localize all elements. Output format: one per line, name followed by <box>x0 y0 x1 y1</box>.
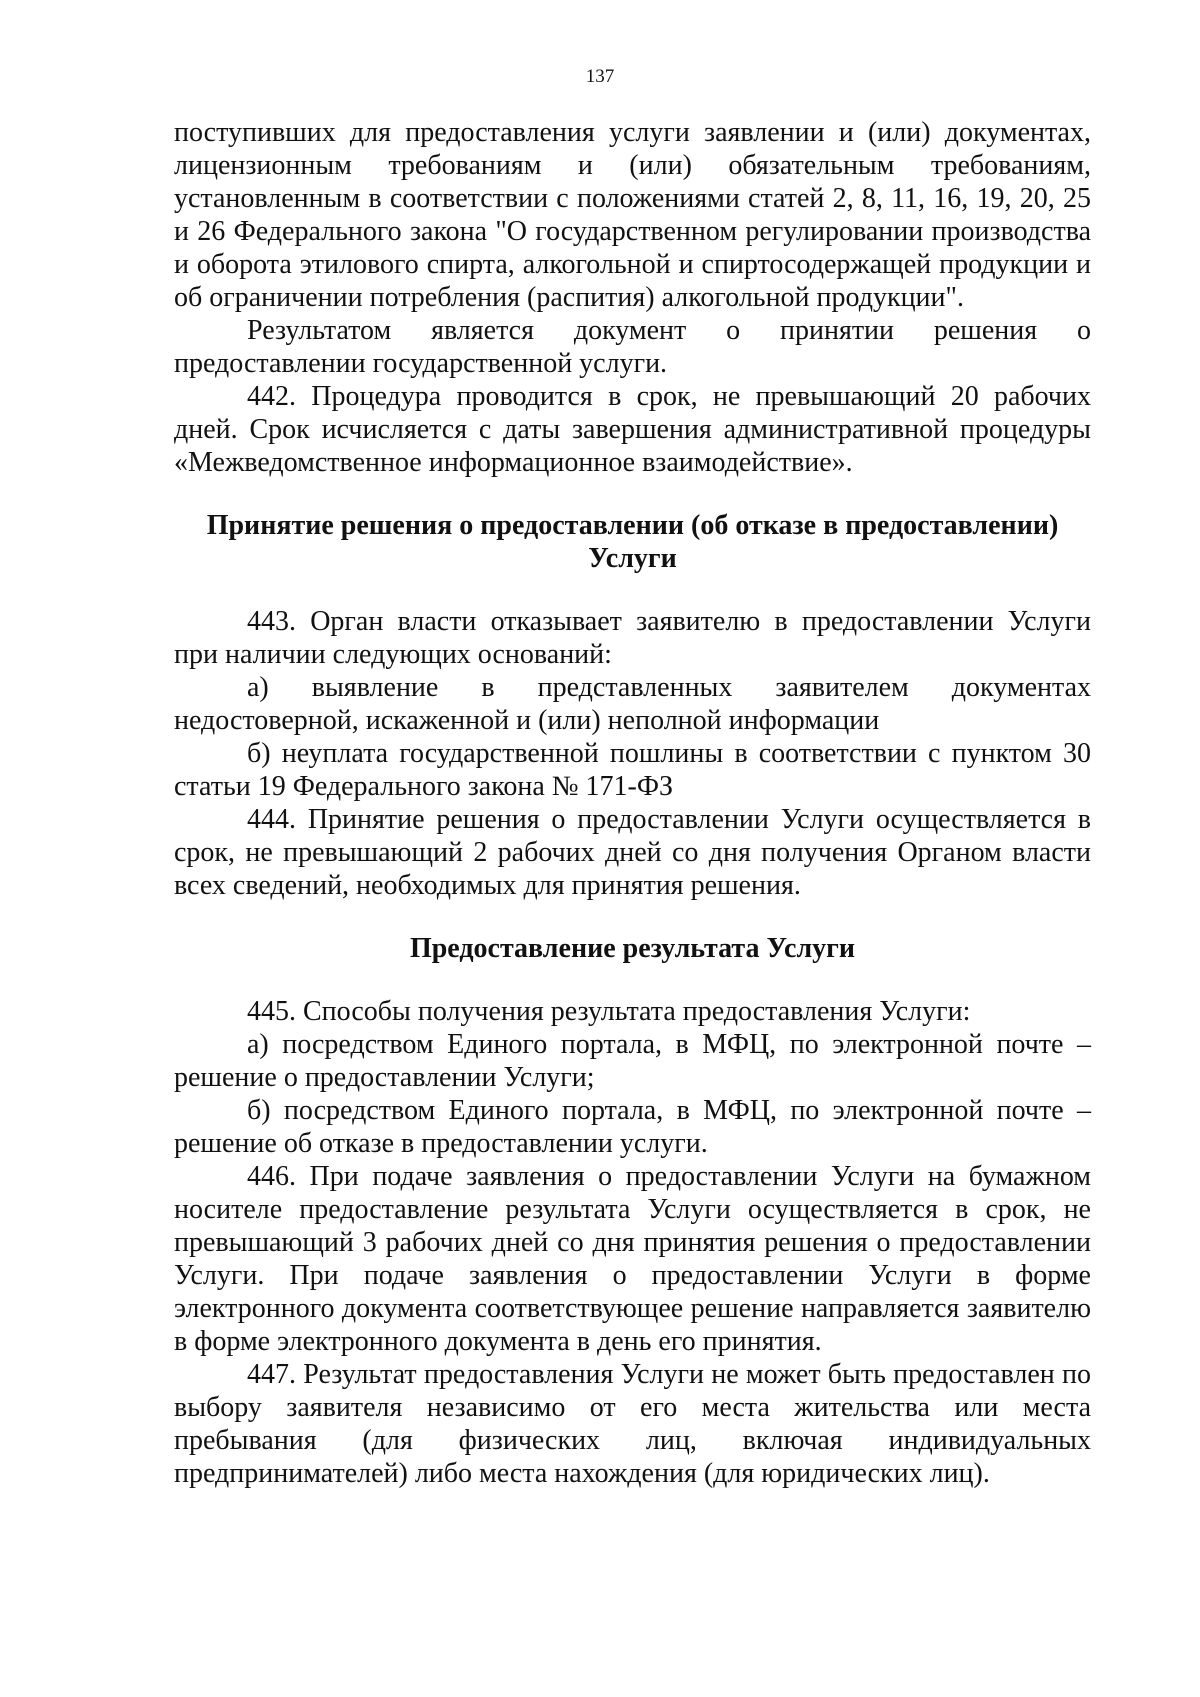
paragraph-445-a: а) посредством Единого портала, в МФЦ, по электронной почте – решение о предоставлении Услуги; <box>174 1029 1091 1093</box>
paragraph-445: 445. Способы получения результата предоставления Услуги: <box>247 996 971 1027</box>
document-body <box>174 116 1091 1490</box>
paragraph-continued: поступивших для предоставления услуги заявлении и (или) документах, лицензионным требованиям и (или) обязательным требованиям, установленным в соответствии с положениями статей 2, 8, 11, 16, 19, 20, 25 и 26 Федерального закона "О государственном регулировании производства и оборота этилового спирта, алкогольной и спиртосодержащей продукции и об ограничении потребления (распития) алкогольной продукции". <box>174 117 1091 313</box>
paragraph-443: 443. Орган власти отказывает заявителю в предоставлении Услуги при наличии следующих оснований: <box>174 606 1091 670</box>
paragraph-443-a: а) выявление в представленных заявителем документах недостоверной, искаженной и (или) неполной информации <box>174 672 1091 736</box>
paragraph-result: Результатом является документ о принятии решения о предоставлении государственной услуги. <box>174 315 1091 379</box>
paragraph-446: 446. При подаче заявления о предоставлении Услуги на бумажном носителе предоставление результата Услуги осуществляется в срок, не превышающий 3 рабочих дней со дня принятия решения о предоставлении Услуги. При подаче заявления о предоставлении Услуги в форме электронного документа соответствующее решение направляется заявителю в форме электронного документа в день его принятия. <box>174 1161 1091 1357</box>
paragraph-442: 442. Процедура проводится в срок, не превышающий 20 рабочих дней. Срок исчисляется с даты завершения административной процедуры «Межведомственное информационное взаимодействие». <box>174 381 1091 478</box>
paragraph-447: 447. Результат предоставления Услуги не может быть предоставлен по выбору заявителя независимо от его места жительства или места пребывания (для физических лиц, включая индивидуальных предпринимателей) либо места нахождения (для юридических лиц). <box>174 1359 1091 1489</box>
paragraph-445-b: б) посредством Единого портала, в МФЦ, по электронной почте – решение об отказе в предоставлении услуги. <box>174 1095 1091 1159</box>
paragraph-443-b: б) неуплата государственной пошлины в соответствии с пунктом 30 статьи 19 Федерального закона № 171-ФЗ <box>174 738 1091 802</box>
section-heading-decision-line2: Услуги <box>588 543 677 574</box>
section-heading-result: Предоставление результата Услуги <box>409 933 856 964</box>
paragraph-444: 444. Принятие решения о предоставлении Услуги осуществляется в срок, не превышающий 2 рабочих дней со дня получения Органом власти всех сведений, необходимых для принятия решения. <box>174 804 1091 901</box>
section-heading-decision-line1: Принятие решения о предоставлении (об отказе в предоставлении) <box>206 510 1059 541</box>
page-number: 137 <box>585 66 615 87</box>
section-heading-decision <box>174 509 1091 575</box>
